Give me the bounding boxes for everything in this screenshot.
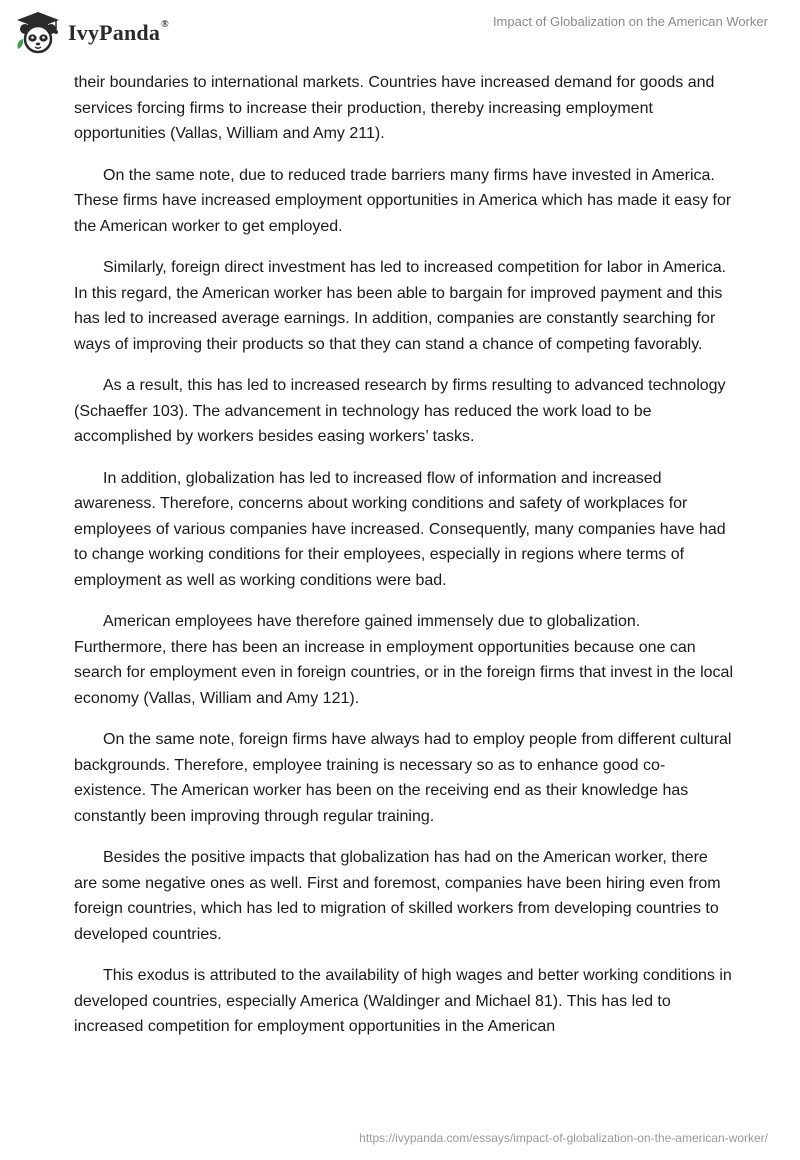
paragraph: This exodus is attributed to the availability of high wages and better working conditions in developed countries, especially America (Waldinger and Michael 81). This has led to increased competition for employment opportunities in the American [74,967,732,1035]
ivypanda-logo[interactable] [14,9,169,57]
paragraph: As a result, this has led to increased research by firms resulting to advanced technology (Schaeffer 103). The advancement in technology has reduced the work load to be accomplished by workers besides easing workers’ tasks. [74,377,726,445]
panda-graduate-icon [14,9,62,57]
essay-body [74,70,734,1056]
paragraph: their boundaries to international markets. Countries have increased demand for goods and services forcing firms to increase their production, thereby increasing employment opportunities (Vallas, William and Amy 211). [74,74,715,142]
paragraph: In addition, globalization has led to increased flow of information and increased awareness. Therefore, concerns about working conditions and safety of workplaces for employees of various companies have increased. Consequently, many companies have had to change working conditions for their employees, especially in regions where terms of employment as well as working conditions were bad. [74,469,726,589]
paragraph: American employees have therefore gained immensely due to globalization. Furthermore, there has been an increase in employment opportunities because one can search for employment even in foreign countries, or in the foreign firms that invest in the local economy (Vallas, William and Amy 121). [74,613,733,707]
paragraph: Similarly, foreign direct investment has led to increased competition for labor in America. In this regard, the American worker has been able to bargain for improved payment and this has led to increased average earnings. In addition, companies are constantly searching for ways of improving their products so that they can stand a chance of competing favorably. [74,259,727,353]
paragraph: On the same note, foreign firms have always had to employ people from different cultural backgrounds. Therefore, employee training is necessary so as to enhance good co-existence. The American worker has been on the receiving end as their knowledge has constantly been improving through regular training. [74,731,732,825]
document-title: Impact of Globalization on the American Worker [492,14,768,29]
logo-wordmark: IvyPanda® [68,19,169,45]
paragraph: On the same note, due to reduced trade barriers many firms have invested in America. These firms have increased employment opportunities in America which has made it easy for the American worker to get employed. [74,166,732,235]
page-header [0,0,800,60]
paragraph: Besides the positive impacts that globalization has had on the American worker, there are some negative ones as well. First and foremost, companies have been hiring even from foreign countries, which has led to migration of skilled workers from developing countries to developed countries. [74,849,721,943]
source-url[interactable]: https://ivypanda.com/essays/impact-of-globalization-on-the-american-worker/ [359,1131,768,1145]
